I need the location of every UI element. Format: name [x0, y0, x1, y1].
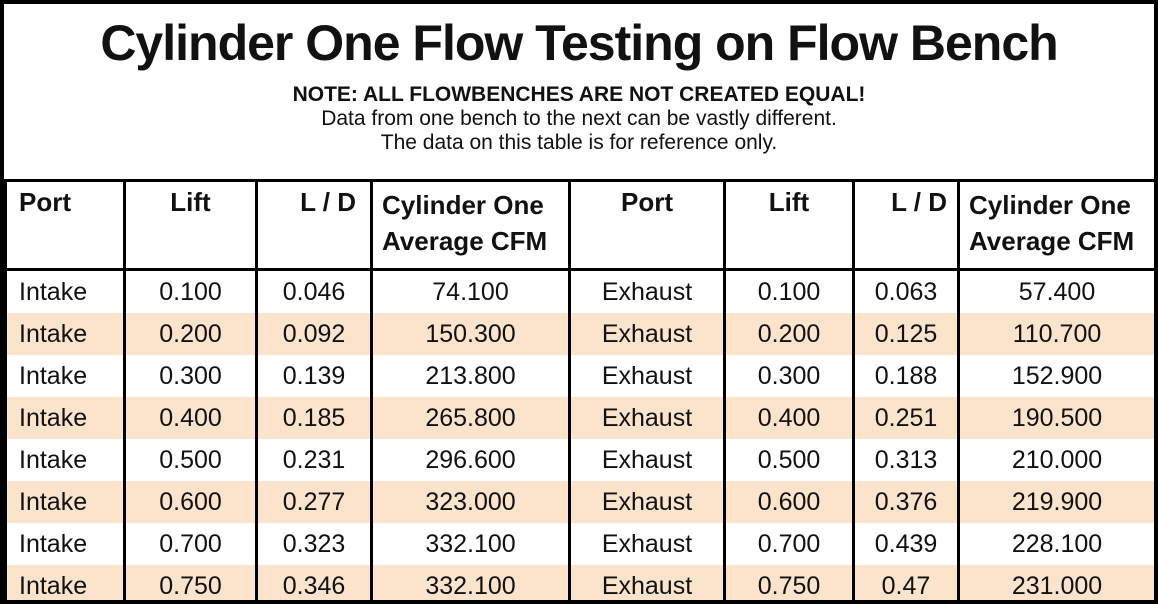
table-row	[6, 270, 1156, 314]
page-title: Cylinder One Flow Testing on Flow Bench	[100, 15, 1058, 71]
cfm-header-line-1: Cylinder One	[382, 190, 544, 220]
cfm-cell: 332.100	[372, 565, 570, 604]
col-header-lift-exhaust: Lift	[725, 181, 854, 270]
lift-cell: 0.300	[125, 355, 257, 397]
col-header-ld-exhaust: L / D	[854, 181, 959, 270]
ld-cell: 0.47	[854, 565, 959, 604]
lift-cell: 0.200	[725, 313, 854, 355]
ld-cell: 0.313	[854, 439, 959, 481]
ld-cell: 0.323	[257, 523, 372, 565]
cfm-cell: 210.000	[959, 439, 1156, 481]
table-body	[6, 270, 1156, 604]
cfm-cell: 150.300	[372, 313, 570, 355]
ld-cell: 0.139	[257, 355, 372, 397]
ld-cell: 0.046	[257, 270, 372, 314]
cfm-cell: 213.800	[372, 355, 570, 397]
cfm-cell: 152.900	[959, 355, 1156, 397]
port-cell: Exhaust	[570, 439, 725, 481]
lift-cell: 0.400	[725, 397, 854, 439]
port-cell: Exhaust	[570, 397, 725, 439]
col-header-port-exhaust: Port	[570, 181, 725, 270]
lift-cell: 0.500	[125, 439, 257, 481]
port-cell: Intake	[6, 355, 125, 397]
cfm-cell: 219.900	[959, 481, 1156, 523]
lift-cell: 0.750	[125, 565, 257, 604]
port-cell: Intake	[6, 439, 125, 481]
ld-cell: 0.376	[854, 481, 959, 523]
ld-cell: 0.063	[854, 270, 959, 314]
col-header-port-intake: Port	[6, 181, 125, 270]
lift-cell: 0.750	[725, 565, 854, 604]
table-row	[6, 397, 1156, 439]
note-line-2: Data from one bench to the next can be vastly different.	[321, 107, 837, 130]
lift-cell: 0.500	[725, 439, 854, 481]
lift-cell: 0.600	[725, 481, 854, 523]
ld-cell: 0.277	[257, 481, 372, 523]
table-row	[6, 439, 1156, 481]
port-cell: Intake	[6, 565, 125, 604]
port-cell: Exhaust	[570, 313, 725, 355]
ld-cell: 0.092	[257, 313, 372, 355]
col-header-ld-intake: L / D	[257, 181, 372, 270]
cfm-header-line-2: Average CFM	[969, 226, 1135, 256]
note-block	[4, 82, 1154, 155]
cfm-header-line-2: Average CFM	[382, 226, 548, 256]
port-cell: Intake	[6, 397, 125, 439]
port-cell: Exhaust	[570, 481, 725, 523]
col-header-cfm-intake	[372, 181, 570, 270]
note-line-3: The data on this table is for reference only.	[380, 131, 778, 154]
ld-cell: 0.188	[854, 355, 959, 397]
cfm-cell: 228.100	[959, 523, 1156, 565]
flow-data-table	[4, 179, 1157, 604]
lift-cell: 0.700	[725, 523, 854, 565]
cfm-cell: 332.100	[372, 523, 570, 565]
cfm-cell: 323.000	[372, 481, 570, 523]
ld-cell: 0.185	[257, 397, 372, 439]
ld-cell: 0.346	[257, 565, 372, 604]
table-row	[6, 313, 1156, 355]
col-header-lift-intake: Lift	[125, 181, 257, 270]
port-cell: Intake	[6, 523, 125, 565]
ld-cell: 0.231	[257, 439, 372, 481]
ld-cell: 0.439	[854, 523, 959, 565]
table-header-row	[6, 181, 1156, 270]
lift-cell: 0.400	[125, 397, 257, 439]
cfm-header-line-1: Cylinder One	[969, 190, 1131, 220]
lift-cell: 0.300	[725, 355, 854, 397]
port-cell: Exhaust	[570, 355, 725, 397]
note-warning-line: NOTE: ALL FLOWBENCHES ARE NOT CREATED EQUAL!	[292, 83, 866, 106]
lift-cell: 0.100	[125, 270, 257, 314]
table-row	[6, 355, 1156, 397]
col-header-cfm-exhaust	[959, 181, 1156, 270]
cfm-cell: 231.000	[959, 565, 1156, 604]
figure-header	[4, 14, 1154, 179]
ld-cell: 0.251	[854, 397, 959, 439]
lift-cell: 0.600	[125, 481, 257, 523]
port-cell: Intake	[6, 313, 125, 355]
lift-cell: 0.100	[725, 270, 854, 314]
cfm-cell: 110.700	[959, 313, 1156, 355]
port-cell: Exhaust	[570, 565, 725, 604]
lift-cell: 0.200	[125, 313, 257, 355]
port-cell: Intake	[6, 270, 125, 314]
cfm-cell: 74.100	[372, 270, 570, 314]
lift-cell: 0.700	[125, 523, 257, 565]
table-row	[6, 565, 1156, 604]
table-row	[6, 523, 1156, 565]
port-cell: Exhaust	[570, 270, 725, 314]
cfm-cell: 190.500	[959, 397, 1156, 439]
port-cell: Intake	[6, 481, 125, 523]
cfm-cell: 57.400	[959, 270, 1156, 314]
cfm-cell: 265.800	[372, 397, 570, 439]
table-row	[6, 481, 1156, 523]
cfm-cell: 296.600	[372, 439, 570, 481]
port-cell: Exhaust	[570, 523, 725, 565]
ld-cell: 0.125	[854, 313, 959, 355]
